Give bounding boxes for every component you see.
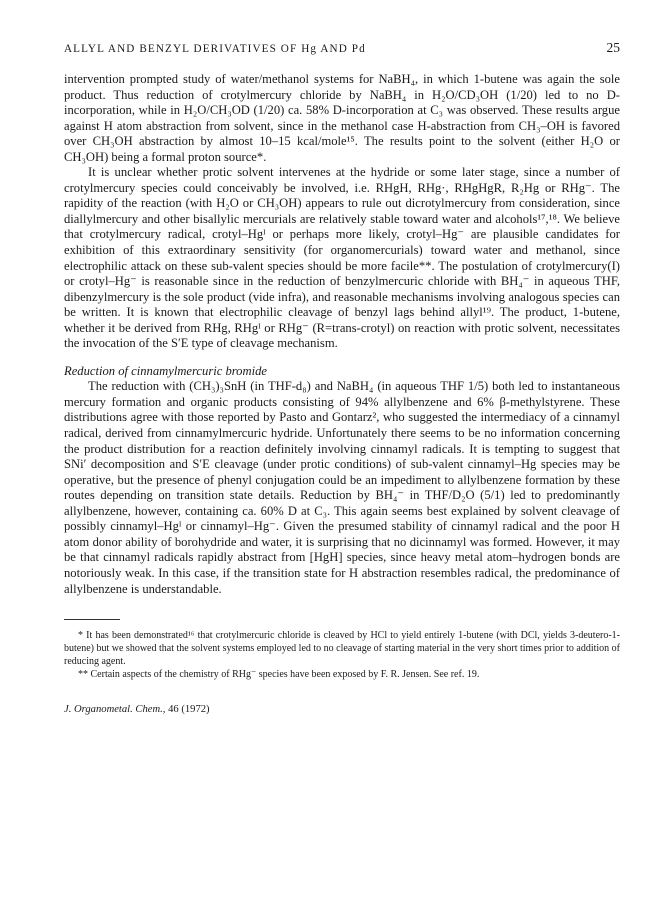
footnote-rule [64, 619, 120, 620]
paragraph-1: intervention prompted study of water/methanol systems for NaBH₄, in which 1-butene was again the sole product. Thus reduction of crotylmercury chloride by NaBH₄ in H₂O/CD₃OH (1/20) led to no D-incorporation, while in H₂O/CH₃OD (1/20) ca. 58% D-incorporation at C₃ was observed. These results argue against H atom abstraction from solvent, since in the methanol case H-abstraction from CH₃–OH is favored over CH₃OH abstraction by almost 10–15 kcal/mole¹⁵. The results point to the solvent (either H₂O or CH₃OH) being a formal proton source*. [64, 72, 620, 164]
journal-page [64, 40, 620, 715]
journal-citation [64, 704, 620, 715]
article-body [64, 72, 620, 597]
section-heading: Reduction of cinnamylmercuric bromide [64, 363, 267, 378]
footnote-1: * It has been demonstrated¹⁶ that crotylmercuric chloride is cleaved by HCl to yield entirely 1-butene (with DCl, yields 3-deutero-1-butene) but we showed that the solvent systems employed led to no cleavage of starting material in the very short times prior to addition of reducing agent. [64, 630, 620, 667]
running-head: ALLYL AND BENZYL DERIVATIVES OF Hg AND Pd [64, 43, 366, 55]
journal-volume: 46 (1972) [168, 704, 210, 716]
footnotes [64, 630, 620, 682]
footnote-2: ** Certain aspects of the chemistry of RHg⁻ species have been exposed by F. R. Jensen. See ref. 19. [78, 669, 480, 681]
page-number: 25 [606, 40, 620, 55]
journal-name: J. Organometal. Chem., [64, 704, 166, 716]
page-header [64, 40, 620, 62]
paragraph-3: The reduction with (CH₃)₃SnH (in THF-d₈) and NaBH₄ (in aqueous THF 1/5) both led to instantaneous mercury formation and organic products consisting of 94% allylbenzene and 6% β-methylstyrene. These distributions agree with those reported by Pasto and Gontarz², who suggested the intermediacy of a cinnamyl radical, derived from cinnamylmercuric hydride. Unfortunately there seems to be no information concerning the product distribution for a reaction definitely involving cinnamyl radicals. It is tempting to suggest that SNi′ decomposition and S′E cleavage (under protic conditions) of sub-valent cinnamyl–Hg species may be operative, but the presence of phenyl conjugation could be an impediment to allylbenzene formation by these routes depending on transition state details. Reduction by BH₄⁻ in THF/D₂O (5/1) led to predominantly allylbenzene, however, containing ca. 60% D at C₃. This again seems best explained by solvent cleavage of possibly cinnamyl–Hgᴵ or cinnamyl–Hg⁻. Given the presumed stability of cinnamyl radical and the poor H atom donor ability of borohydride and water, it is surprising that no dicinnamyl was formed. However, it may be that cinnamyl radicals rapidly abstract from [HgH] species, since heavy metal atom–hydrogen bonds are notoriously weak. In this case, if the transition state for H abstraction resembles radical, the predominance of allylbenzene is understandable. [64, 379, 620, 596]
paragraph-2: It is unclear whether protic solvent intervenes at the hydride or some later stage, since a number of crotylmercury species could conceivably be involved, i.e. RHgH, RHg·, RHgHgR, R₂Hg or RHg⁻. The rapidity of the reaction (with H₂O or CH₃OH) appears to rule out dicrotylmercury from consideration, since diallylmercury and other bisallylic mercurials are relatively stable toward water and alcohols¹⁷,¹⁸. We believe that crotylmercury radical, crotyl–Hgᴵ or perhaps more likely, crotyl–Hg⁻ are plausible candidates for exhibition of this extraordinary sensitivity (for organomercurials) toward water and methanol, since electrophilic attack on these sub-valent species should be more facile**. The postulation of crotylmercury(I) or crotyl–Hg⁻ is reasonable since in the reduction of benzylmercuric chloride with BH₄⁻ in aqueous THF, dibenzylmercury is the sole product (vide infra), and reasonable mechanisms involving analogous species can be written. It is known that electrophilic cleavage of benzyl lags behind allyl¹⁹. The product, 1-butene, whether it be derived from RHg, RHgᴵ or RHg⁻ (R=trans-crotyl) on reaction with protic solvent, necessitates the invocation of the S′E type of cleavage mechanism. [64, 165, 620, 351]
